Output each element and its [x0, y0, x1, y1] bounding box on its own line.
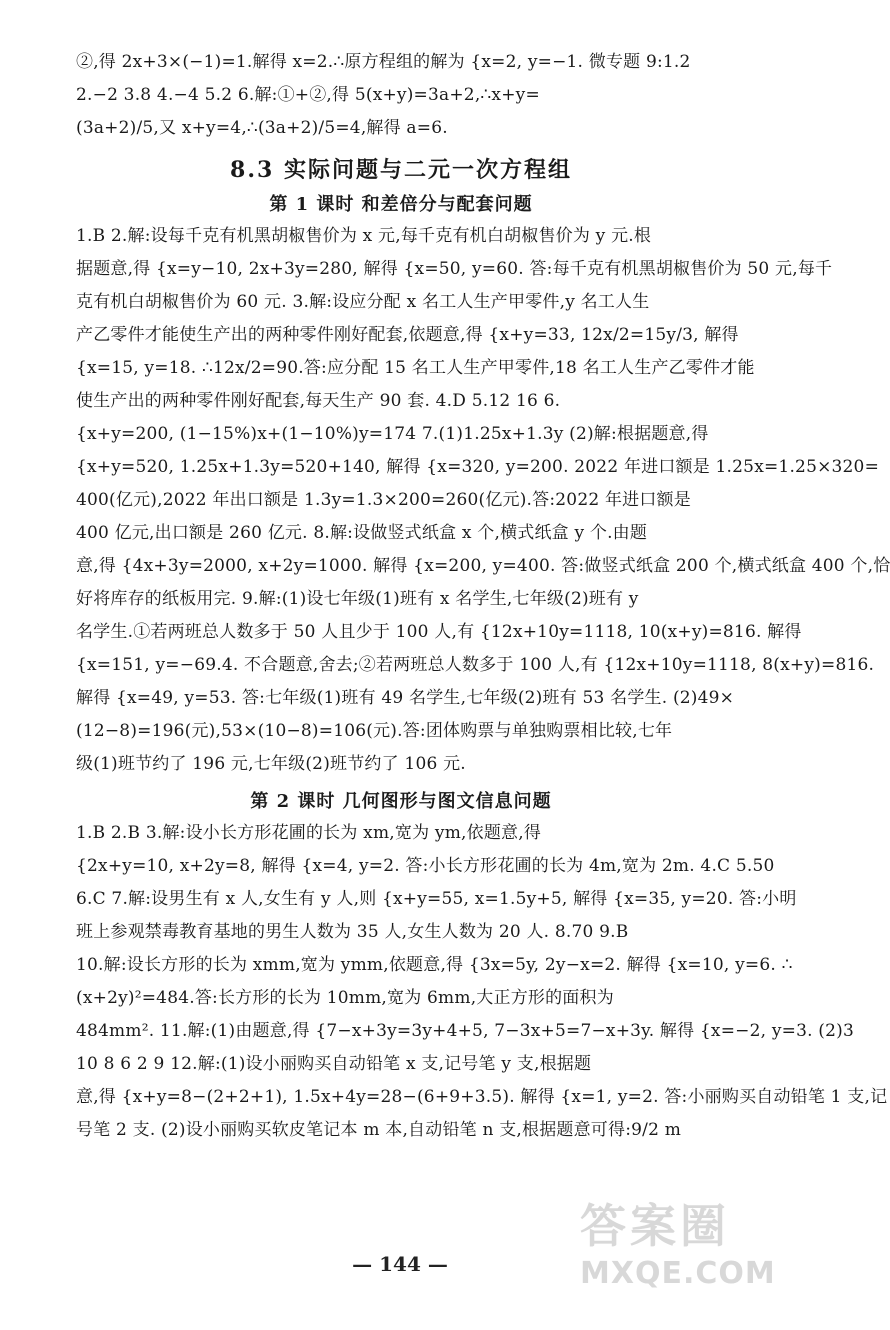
text-line: 解得 {x=49, y=53. 答:七年级(1)班有 49 名学生,七年级(2)班有 53 名学生. (2)49×: [76, 688, 735, 708]
text-line: 2.−2 3.8 4.−4 5.2 6.解:①+②,得 5(x+y)=3a+2,∴x+y=: [76, 85, 540, 105]
text-line: 1.B 2.B 3.解:设小长方形花圃的长为 xm,宽为 ym,依题意,得: [76, 823, 542, 843]
text-line: 产乙零件才能使生产出的两种零件刚好配套,依题意,得 {x+y=33, 12x/2=15y/3, 解得: [76, 325, 739, 345]
text-line: {2x+y=10, x+2y=8, 解得 {x=4, y=2. 答:小长方形花圃的长为 4m,宽为 2m. 4.C 5.50: [76, 856, 775, 876]
text-line: 1.B 2.解:设每千克有机黑胡椒售价为 x 元,每千克有机白胡椒售价为 y 元.根: [76, 226, 652, 246]
text-line: 10 8 6 2 9 12.解:(1)设小丽购买自动铅笔 x 支,记号笔 y 支,根据题: [76, 1054, 592, 1074]
text-line: 意,得 {4x+3y=2000, x+2y=1000. 解得 {x=200, y=400. 答:做竖式纸盒 200 个,横式纸盒 400 个,恰: [76, 556, 890, 576]
text-line: 使生产出的两种零件刚好配套,每天生产 90 套. 4.D 5.12 16 6.: [76, 391, 561, 411]
text-line: {x=151, y=−69.4. 不合题意,舍去;②若两班总人数多于 100 人,有 {12x+10y=1118, 8(x+y)=816.: [76, 655, 875, 675]
text-line: ②,得 2x+3×(−1)=1.解得 x=2.∴原方程组的解为 {x=2, y=−1. 微专题 9:1.2: [76, 52, 691, 72]
text-line: 意,得 {x+y=8−(2+2+1), 1.5x+4y=28−(6+9+3.5). 解得 {x=1, y=2. 答:小丽购买自动铅笔 1 支,记: [76, 1087, 888, 1107]
text-line: 484mm². 11.解:(1)由题意,得 {7−x+3y=3y+4+5, 7−3x+5=7−x+3y. 解得 {x=−2, y=3. (2)3: [76, 1021, 854, 1041]
text-line: 名学生.①若两班总人数多于 50 人且少于 100 人,有 {12x+10y=1118, 10(x+y)=816. 解得: [76, 622, 802, 642]
text-line: (3a+2)/5,又 x+y=4,∴(3a+2)/5=4,解得 a=6.: [76, 118, 448, 138]
text-line: (12−8)=196(元),53×(10−8)=106(元).答:团体购票与单独购票相比较,七年: [76, 721, 673, 741]
text-line: (x+2y)²=484.答:长方形的长为 10mm,宽为 6mm,大正方形的面积为: [76, 988, 614, 1008]
watermark-domain: MXQE.COM: [580, 1256, 776, 1291]
text-line: 级(1)班节约了 196 元,七年级(2)班节约了 106 元.: [76, 754, 466, 774]
text-line: {x+y=200, (1−15%)x+(1−10%)y=174 7.(1)1.25x+1.3y (2)解:根据题意,得: [76, 424, 709, 444]
text-line: 好将库存的纸板用完. 9.解:(1)设七年级(1)班有 x 名学生,七年级(2)班有 y: [76, 589, 639, 609]
section-title: 8.3 实际问题与二元一次方程组: [230, 157, 572, 183]
text-line: 据题意,得 {x=y−10, 2x+3y=280, 解得 {x=50, y=60. 答:每千克有机黑胡椒售价为 50 元,每千: [76, 259, 833, 279]
watermark-logo: [580, 1190, 780, 1290]
text-line: {x=15, y=18. ∴12x/2=90.答:应分配 15 名工人生产甲零件,18 名工人生产乙零件才能: [76, 358, 755, 378]
page-number: — 144 —: [352, 1252, 448, 1276]
intro-block: [76, 46, 726, 145]
lesson1-answers: [76, 220, 890, 781]
watermark-title: 答案圈: [580, 1199, 730, 1253]
text-line: 10.解:设长方形的长为 xmm,宽为 ymm,依题意,得 {3x=5y, 2y−x=2. 解得 {x=10, y=6. ∴: [76, 955, 793, 975]
text-line: 号笔 2 支. (2)设小丽购买软皮笔记本 m 本,自动铅笔 n 支,根据题意可得:9/2 m: [76, 1120, 682, 1140]
text-line: 班上参观禁毒教育基地的男生人数为 35 人,女生人数为 20 人. 8.70 9.B: [76, 922, 629, 942]
answer-page: [76, 46, 890, 1147]
text-line: 6.C 7.解:设男生有 x 人,女生有 y 人,则 {x+y=55, x=1.5y+5, 解得 {x=35, y=20. 答:小明: [76, 889, 797, 909]
lesson-title: 第 2 课时 几何图形与图文信息问题: [250, 791, 552, 812]
lesson2-answers: [76, 817, 888, 1147]
text-line: 克有机白胡椒售价为 60 元. 3.解:设应分配 x 名工人生产甲零件,y 名工人生: [76, 292, 650, 312]
text-line: 400(亿元),2022 年出口额是 1.3y=1.3×200=260(亿元).答:2022 年进口额是: [76, 490, 691, 510]
text-line: {x+y=520, 1.25x+1.3y=520+140, 解得 {x=320, y=200. 2022 年进口额是 1.25x=1.25×320=: [76, 457, 880, 477]
lesson-title: 第 1 课时 和差倍分与配套问题: [269, 194, 533, 215]
text-line: 400 亿元,出口额是 260 亿元. 8.解:设做竖式纸盒 x 个,横式纸盒 y 个.由题: [76, 523, 648, 543]
